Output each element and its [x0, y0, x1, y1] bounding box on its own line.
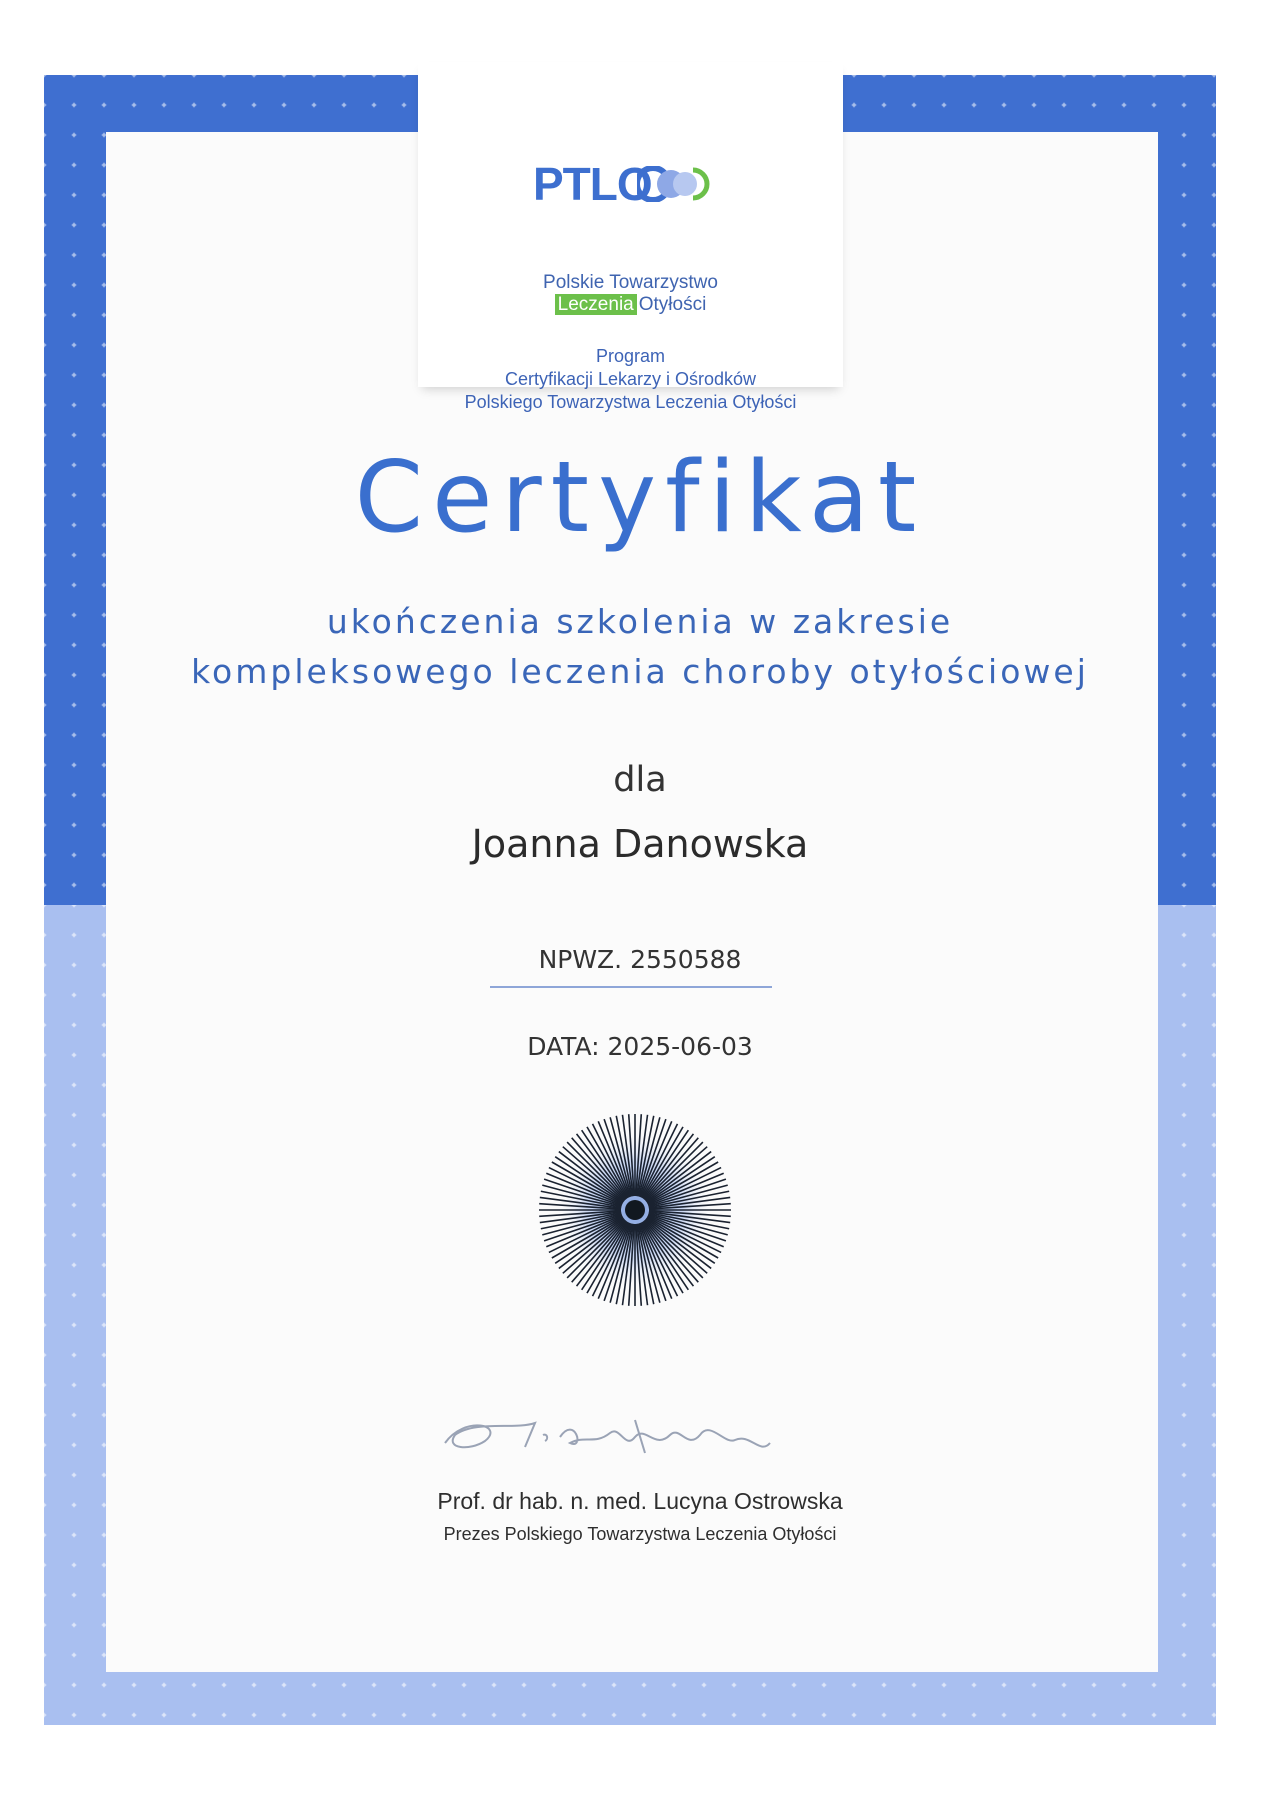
starburst-seal-icon — [535, 1110, 735, 1310]
signer-role: Prezes Polskiego Towarzystwa Leczenia Otyłości — [443, 1524, 837, 1544]
signer-name: Prof. dr hab. n. med. Lucyna Ostrowska — [437, 1488, 843, 1514]
handwritten-signature — [425, 1395, 805, 1465]
issue-date: DATA: 2025-06-03 — [527, 1032, 753, 1061]
logo-circles-icon — [637, 166, 717, 202]
certificate-title: Certyfikat — [354, 441, 926, 555]
certificate-subtitle-line2: kompleksowego leczenia choroby otyłościowej — [191, 652, 1089, 691]
logo-org-name-line2 — [418, 294, 843, 316]
logo-acronym: PTLO — [533, 158, 652, 210]
certificate-subtitle-line1: ukończenia szkolenia w zakresie — [326, 602, 954, 641]
recipient-name: Joanna Danowska — [471, 822, 809, 866]
program-description — [418, 345, 843, 414]
ptlo-logo-icon — [533, 154, 753, 214]
program-line-1: Program — [595, 346, 666, 366]
logo-org-word: Otyłości — [638, 294, 707, 315]
program-line-2: Certyfikacji Lekarzy i Ośrodków — [504, 369, 757, 389]
npwz-number: NPWZ. 2550588 — [538, 945, 742, 974]
for-label: dla — [613, 760, 667, 800]
logo-panel — [418, 62, 843, 412]
program-line-3: Polskiego Towarzystwa Leczenia Otyłości — [464, 392, 797, 412]
npwz-underline — [490, 986, 772, 988]
logo-highlight-word: Leczenia — [555, 294, 637, 315]
logo-org-name: Polskie Towarzystwo — [543, 272, 718, 293]
